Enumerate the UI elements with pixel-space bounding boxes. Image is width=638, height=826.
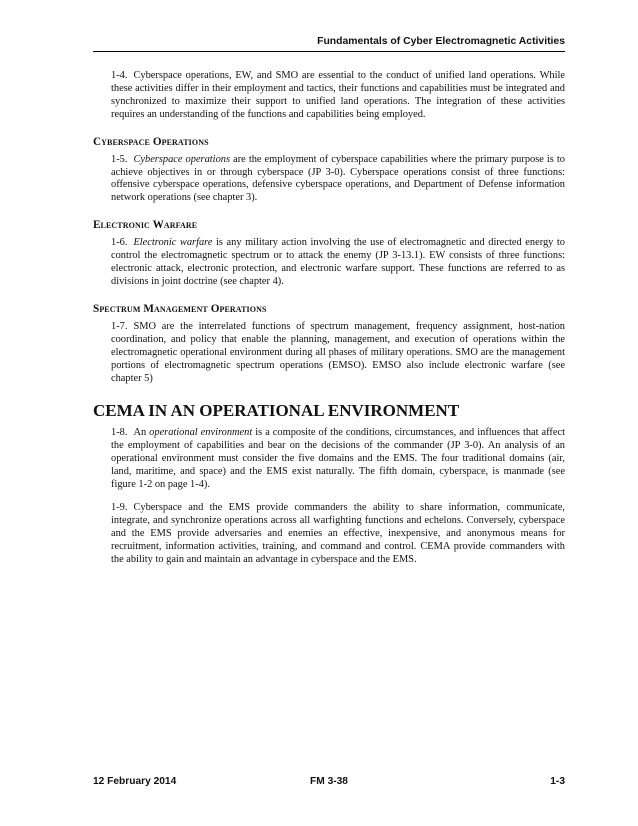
paragraph-lead: An [133, 427, 147, 439]
paragraph-1-4 [93, 70, 565, 122]
paragraph-number: 1-5. [111, 153, 128, 165]
footer-page-number: 1-3 [550, 776, 565, 787]
section-heading-spectrum-management: Spectrum Management Operations [93, 302, 267, 315]
paragraph-number: 1-8. [111, 427, 128, 439]
running-header [93, 36, 565, 52]
paragraph-text: SMO are the interrelated functions of spectrum management, frequency assignment, host-nation coordination, and policy that enable the planning, management, and execution of operations within the electromagnetic operational environment during all phases of military operations. SMO are the management portions of electromagnetic spectrum operations (EMSO). EMSO also include electronic warfare (see chapter 5) [111, 320, 565, 384]
defined-term: Cyberspace operations [133, 153, 231, 165]
section-heading-cyberspace-operations: Cyberspace Operations [93, 135, 209, 148]
paragraph-text: is a composite of the conditions, circumstances, and influences that affect the employment of capabilities and bear on the decisions of the commander (JP 3-0). An analysis of an operational environment must consider the five domains and the EMS. The four traditional domains (air, land, maritime, and space) and the EMS exist naturally. The fifth domain, cyberspace, is manmade (see figure 1-2 on page 1-4). [111, 427, 566, 491]
paragraph-1-8 [93, 427, 565, 492]
paragraph-text: Cyberspace operations, EW, and SMO are essential to the conduct of unified land operations. While these activities differ in their employment and tactics, their functions and capabilities must be integrated and synchronized to maximize their support to unified land operations. The integration of these activities requires an understanding of the functions and capabilities being employed. [111, 70, 565, 120]
section-heading-electronic-warfare: Electronic Warfare [93, 219, 198, 232]
chapter-section-heading: CEMA IN AN OPERATIONAL ENVIRONMENT [93, 401, 460, 421]
paragraph-1-9 [93, 502, 565, 567]
defined-term: Electronic warfare [133, 237, 213, 249]
footer-publication: FM 3-38 [310, 776, 348, 787]
running-title: Fundamentals of Cyber Electromagnetic Activities [317, 36, 565, 47]
paragraph-number: 1-4. [111, 70, 128, 81]
defined-term: operational environment [149, 427, 253, 439]
paragraph-number: 1-6. [111, 237, 128, 249]
paragraph-1-7 [93, 321, 565, 386]
paragraph-1-5 [93, 154, 565, 206]
paragraph-text: are the employment of cyberspace capabilities where the primary purpose is to achieve objectives in or through cyberspace (JP 3-0). Cyberspace operations consist of three functions: offensive cyberspace operations, defensive cyberspace operations, and Department of Defense information network operations (see chapter 3). [111, 153, 565, 204]
paragraph-number: 1-7. [111, 320, 128, 332]
paragraph-text: Cyberspace and the EMS provide commanders the ability to share information, communicate, integrate, and synchronize operations across all warfighting functions and echelons. Conversely, cyberspace and the EMS provide adversaries and enemies an effective, inexpensive, and anonymous means for recruitment, information activities, training, and command and control. CEMA provide commanders with the ability to gain and maintain an advantage in cyberspace and the EMS. [111, 501, 565, 565]
footer-date: 12 February 2014 [93, 776, 177, 787]
paragraph-number: 1-9. [111, 501, 128, 513]
page-body [93, 70, 565, 576]
paragraph-1-6 [93, 237, 565, 289]
paragraph-text: is any military action involving the use of electromagnetic and directed energy to control the electromagnetic spectrum or to attack the enemy (JP 3-13.1). EW consists of three functions: electronic attack, electronic protection, and electronic warfare support. These functions are referred to as divisions in joint doctrine (see chapter 4). [111, 237, 565, 287]
